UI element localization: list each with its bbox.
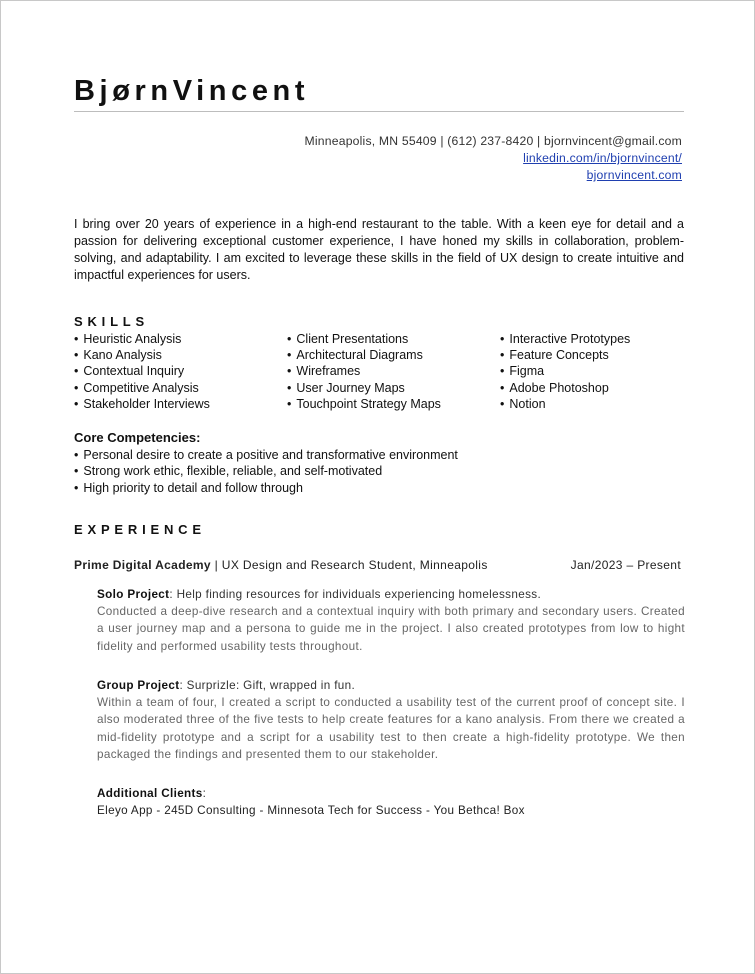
linkedin-link[interactable]: linkedin.com/in/bjornvincent/ [523, 151, 682, 165]
website-link[interactable]: bjornvincent.com [586, 168, 682, 182]
skill-item: • Kano Analysis [74, 347, 210, 363]
skills-heading: SKILLS [74, 314, 150, 329]
competency-item: • Strong work ethic, flexible, reliable, and self-motivated [74, 463, 458, 479]
additional-clients-colon: : [202, 787, 207, 800]
core-competencies-heading: Core Competencies: [74, 430, 201, 445]
skill-item: • Competitive Analysis [74, 380, 210, 396]
job-title-line [74, 558, 488, 572]
contact-line: Minneapolis, MN 55409 | (612) 237-8420 | bjornvincent@gmail.com [304, 134, 682, 148]
job-dates: Jan/2023 – Present [570, 558, 681, 572]
skill-item: • Touchpoint Strategy Maps [287, 396, 441, 412]
core-competencies-list [74, 447, 458, 496]
solo-project-body: Conducted a deep-dive research and a contextual inquiry with both primary and secondary users. Created a user journey map and a persona to guide me in the project. I also created prototypes from low to hight fidelity and performed usability tests throughout. [97, 605, 685, 653]
skill-item: • Contextual Inquiry [74, 363, 210, 379]
summary-paragraph: I bring over 20 years of experience in a high-end restaurant to the table. With a keen eye for detail and a passion for delivering exceptional customer experience, I have honed my skills in collaboration, problem-solving, and adaptability. I am excited to leverage these skills in the field of UX design to create intuitive and impactful experiences for users. [74, 217, 684, 282]
group-project-label: Group Project [97, 679, 180, 692]
additional-clients-label: Additional Clients [97, 787, 203, 800]
skill-item: • Client Presentations [287, 331, 441, 347]
skill-item: • Heuristic Analysis [74, 331, 210, 347]
employer-name: Prime Digital Academy [74, 558, 211, 572]
job-header [74, 558, 681, 572]
skills-column-2 [287, 331, 441, 412]
additional-clients-list: Eleyo App - 245D Consulting - Minnesota Tech for Success - You Bethca! Box [97, 804, 525, 818]
contact-block [305, 133, 682, 184]
skill-item: • Adobe Photoshop [500, 380, 630, 396]
skill-item: • Stakeholder Interviews [74, 396, 210, 412]
skill-item: • Feature Concepts [500, 347, 630, 363]
skill-item: • Architectural Diagrams [287, 347, 441, 363]
skills-column-3 [500, 331, 630, 412]
group-project-body: Within a team of four, I created a script to conducted a usability test of the current proof of concept site. I also moderated three of the five tests to help create features for a kano analysis. From there we created a mid-fidelity prototype and a script for a usability test to then create a high-fidelity prototype. We then packaged the findings and presented them to our stakeholder. [97, 696, 685, 761]
competency-item: • High priority to detail and follow through [74, 480, 458, 496]
competency-item: • Personal desire to create a positive and transformative environment [74, 447, 458, 463]
experience-heading: EXPERIENCE [74, 522, 206, 537]
additional-clients-headline [97, 785, 685, 802]
solo-project-label: Solo Project [97, 588, 170, 601]
skill-item: • Figma [500, 363, 630, 379]
additional-clients [97, 785, 685, 819]
skill-item: • Wireframes [287, 363, 441, 379]
solo-project-headline [97, 586, 685, 603]
job-role: | UX Design and Research Student, Minneapolis [214, 558, 488, 572]
solo-project-title: : Help finding resources for individuals experiencing homelessness. [169, 588, 542, 601]
skill-item: • Interactive Prototypes [500, 331, 630, 347]
skills-column-1 [74, 331, 210, 412]
group-project-headline [97, 677, 685, 694]
solo-project [97, 586, 685, 655]
skill-item: • User Journey Maps [287, 380, 441, 396]
group-project-title: : Surprizle: Gift, wrapped in fun. [179, 679, 356, 692]
skill-item: • Notion [500, 396, 630, 412]
header-divider [74, 111, 684, 112]
group-project [97, 677, 685, 763]
resume-name: BjørnVincent [74, 75, 310, 107]
